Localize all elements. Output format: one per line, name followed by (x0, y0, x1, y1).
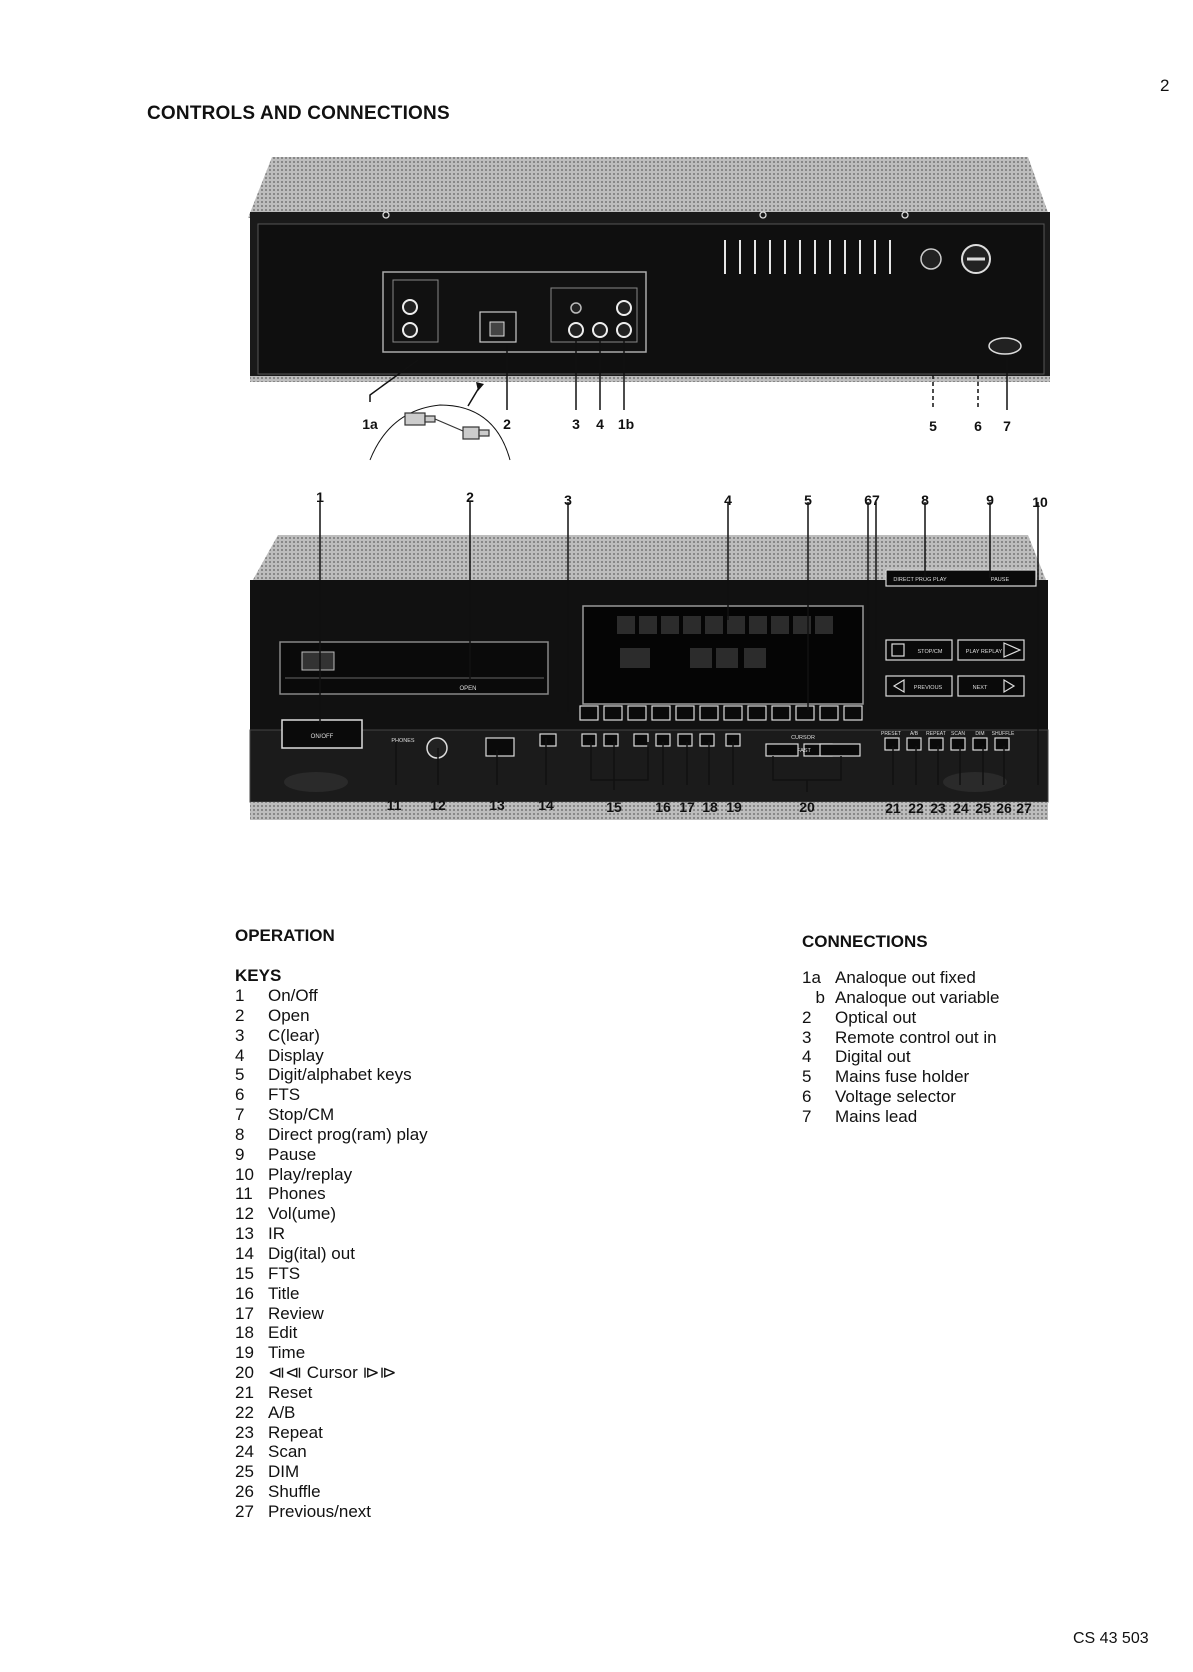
list-item (802, 1087, 999, 1107)
svg-text:PRESET: PRESET (880, 731, 902, 737)
item-label: Pause (268, 1144, 317, 1164)
item-number: 21 (235, 1382, 254, 1402)
front-bottom-label: 18 (702, 799, 718, 815)
item-number: 24 (235, 1442, 254, 1462)
front-bottom-label: 20 (799, 799, 815, 815)
item-label: Mains lead (835, 1106, 918, 1126)
front-bottom-label: 19 (726, 799, 742, 815)
list-item (235, 1264, 428, 1284)
rca-jack-icon (617, 323, 631, 337)
item-label: Phones (268, 1184, 326, 1204)
optical-plug-illustration (405, 413, 489, 439)
item-label: Reset (268, 1382, 313, 1402)
list-item (235, 1204, 428, 1224)
item-number: 4 (235, 1045, 245, 1065)
item-label: Analoque out fixed (835, 968, 976, 987)
item-label: Play/replay (268, 1164, 353, 1184)
item-label: C(lear) (268, 1025, 320, 1045)
list-item (235, 1184, 428, 1204)
list-item (235, 1482, 428, 1502)
rear-label: 7 (1003, 418, 1011, 434)
page-number: 2 (1160, 76, 1170, 95)
front-bottom-label: 12 (430, 797, 446, 813)
front-bottom-label: 14 (538, 797, 554, 813)
ir-window (486, 738, 514, 756)
document-code: CS 43 503 (1073, 1630, 1149, 1647)
item-label: IR (268, 1224, 285, 1244)
list-item (802, 968, 999, 988)
item-number: 25 (235, 1462, 254, 1482)
list-item (235, 1383, 428, 1403)
item-number: 10 (235, 1164, 254, 1184)
item-label: Scan (268, 1442, 307, 1462)
front-top-label: 8 (921, 492, 929, 508)
svg-text:PREVIOUS: PREVIOUS (913, 685, 943, 691)
item-number: 8 (235, 1124, 245, 1144)
item-number: 2 (802, 1007, 812, 1027)
item-label: Digit/alphabet keys (268, 1065, 412, 1085)
item-number: 20 (235, 1363, 254, 1383)
item-number: 11 (235, 1184, 253, 1204)
item-number: 14 (235, 1243, 254, 1263)
item-number: 17 (235, 1303, 254, 1323)
fast-panel-text: FAST (797, 748, 811, 754)
list-item (235, 1323, 428, 1343)
rear-label: 3 (572, 416, 580, 432)
item-number: 22 (235, 1402, 254, 1422)
rear-label: 1a (362, 416, 378, 432)
list-item (235, 1442, 428, 1462)
item-label: Analoque out variable (835, 987, 1000, 1007)
svg-text:ON/OFF: ON/OFF (310, 734, 334, 740)
keys-list (235, 986, 428, 1522)
list-item (235, 986, 428, 1006)
item-number: 26 (235, 1482, 254, 1502)
rca-jack-icon (403, 323, 417, 337)
volume-knob-icon (427, 738, 447, 758)
item-number: 19 (235, 1343, 254, 1363)
item-number: 3 (802, 1027, 812, 1047)
item-label: DIM (268, 1462, 300, 1482)
front-bottom-label: 16 (655, 799, 671, 815)
list-item (235, 1502, 428, 1522)
front-bottom-label: 21 (885, 800, 901, 816)
front-bottom-label: 17 (679, 799, 695, 815)
list-item (802, 1028, 999, 1048)
item-label: Digital out (835, 1047, 911, 1067)
front-top-label: 10 (1032, 494, 1048, 510)
item-label: FTS (268, 1085, 301, 1105)
list-item (235, 1145, 428, 1165)
item-label: Direct prog(ram) play (268, 1124, 428, 1144)
list-item (235, 1026, 428, 1046)
front-top-label: 3 (564, 492, 572, 508)
front-top-label: 5 (804, 492, 812, 508)
item-number: 16 (235, 1283, 254, 1303)
svg-text:REPEAT: REPEAT (926, 731, 946, 737)
item-number: 12 (235, 1204, 254, 1224)
rear-label: 2 (503, 416, 511, 432)
rca-jack-icon (593, 323, 607, 337)
front-top-label: 4 (724, 492, 732, 508)
svg-text:A/B: A/B (909, 731, 919, 737)
item-number: 1 (235, 986, 245, 1005)
list-item (235, 1403, 428, 1423)
front-top-label: 67 (864, 492, 880, 508)
svg-text:SHUFFLE: SHUFFLE (991, 731, 1015, 737)
rear-label: 4 (596, 416, 604, 432)
front-top-label: 1 (316, 489, 324, 505)
list-item (235, 1343, 428, 1363)
item-label: Mains fuse holder (835, 1067, 970, 1087)
keys-title: KEYS (235, 966, 282, 985)
item-number: 2 (235, 1005, 245, 1025)
item-label: Optical out (835, 1007, 917, 1027)
front-bottom-label: 11 (386, 797, 402, 813)
item-number: 7 (235, 1105, 245, 1125)
list-item (235, 1105, 428, 1125)
mains-socket-icon (989, 338, 1021, 354)
rear-panel-figure (0, 0, 1193, 470)
list-item (235, 1363, 428, 1383)
front-bottom-label: 27 (1016, 800, 1032, 816)
rca-jack-icon (403, 300, 417, 314)
item-number: 5 (235, 1065, 245, 1085)
item-label: Stop/CM (268, 1105, 335, 1125)
item-number: 13 (235, 1224, 254, 1244)
item-label: Voltage selector (835, 1087, 956, 1107)
item-label: Open (268, 1005, 310, 1025)
list-item (235, 1462, 428, 1482)
item-number: 23 (235, 1422, 254, 1442)
item-label: Remote control out in (835, 1027, 997, 1047)
svg-text:STOP/CM: STOP/CM (917, 649, 943, 655)
list-item (802, 1107, 999, 1127)
item-label: FTS (268, 1263, 301, 1283)
item-number: 15 (235, 1263, 254, 1283)
front-panel-figure (0, 480, 1193, 850)
item-label: Repeat (268, 1422, 323, 1442)
item-label: Time (268, 1343, 306, 1363)
list-item (235, 1224, 428, 1244)
item-label: Review (268, 1303, 324, 1323)
item-label: Shuffle (268, 1482, 321, 1502)
rear-label: 6 (974, 418, 982, 434)
item-number: 7 (802, 1106, 812, 1126)
page-heading: CONTROLS AND CONNECTIONS (147, 103, 450, 124)
front-bottom-label: 25 (975, 800, 991, 816)
item-number: b (815, 987, 825, 1007)
front-bottom-label: 26 (996, 800, 1012, 816)
item-number: 3 (235, 1025, 245, 1045)
list-item (802, 1008, 999, 1028)
item-number: 6 (802, 1087, 812, 1107)
cursor-panel-text: CURSOR (791, 735, 815, 741)
phones-panel-text: PHONES (391, 738, 415, 744)
item-label: Previous/next (268, 1501, 371, 1521)
list-item (235, 1085, 428, 1105)
list-item (235, 1244, 428, 1264)
connections-title: CONNECTIONS (802, 932, 928, 951)
item-label: Dig(ital) out (268, 1243, 355, 1263)
front-bottom-label: 24 (953, 800, 969, 816)
list-item (802, 1047, 999, 1067)
front-bottom-label: 13 (489, 797, 505, 813)
front-bottom-label: 15 (606, 799, 622, 815)
rear-label: 5 (929, 418, 937, 434)
rear-label: 1b (617, 416, 635, 432)
front-bottom-label: 22 (908, 800, 924, 816)
list-item (235, 1304, 428, 1324)
pause-panel-text: PAUSE (990, 577, 1010, 583)
item-label: Edit (268, 1323, 298, 1343)
svg-text:SCAN: SCAN (951, 731, 965, 737)
list-item (235, 1046, 428, 1066)
item-label: On/Off (268, 986, 318, 1005)
item-label: ⧏⧏ Cursor ⧐⧐ (268, 1363, 397, 1383)
front-top-label: 9 (986, 492, 994, 508)
svg-text:DIRECT PROG PLAY: DIRECT PROG PLAY (893, 577, 947, 583)
svg-text:NEXT: NEXT (972, 685, 988, 691)
list-item (802, 1067, 999, 1087)
front-bottom-label: 23 (930, 800, 946, 816)
item-number: 5 (802, 1067, 812, 1087)
svg-text:PLAY REPLAY: PLAY REPLAY (965, 649, 1003, 655)
operation-title: OPERATION (235, 926, 335, 945)
front-top-label: 2 (466, 489, 474, 505)
item-label: Vol(ume) (268, 1204, 337, 1224)
list-item (235, 1284, 428, 1304)
item-number: 6 (235, 1085, 245, 1105)
item-number: 1a (802, 968, 821, 987)
item-number: 9 (235, 1144, 245, 1164)
rear-top-surface (248, 157, 1050, 218)
list-item (802, 988, 999, 1008)
list-item (235, 1165, 428, 1185)
item-label: Title (268, 1283, 300, 1303)
open-panel-text: OPEN (459, 686, 477, 692)
fuse-holder-icon (921, 249, 941, 269)
rca-jack-icon (617, 301, 631, 315)
item-label: A/B (268, 1402, 296, 1422)
svg-text:DIM: DIM (975, 731, 985, 737)
item-number: 4 (802, 1047, 812, 1067)
item-number: 27 (235, 1501, 254, 1521)
connections-list (802, 968, 999, 1127)
item-number: 18 (235, 1323, 254, 1343)
item-label: Display (268, 1045, 324, 1065)
list-item (235, 1065, 428, 1085)
rca-jack-icon (569, 323, 583, 337)
list-item (235, 1006, 428, 1026)
list-item (235, 1125, 428, 1145)
list-item (235, 1423, 428, 1443)
